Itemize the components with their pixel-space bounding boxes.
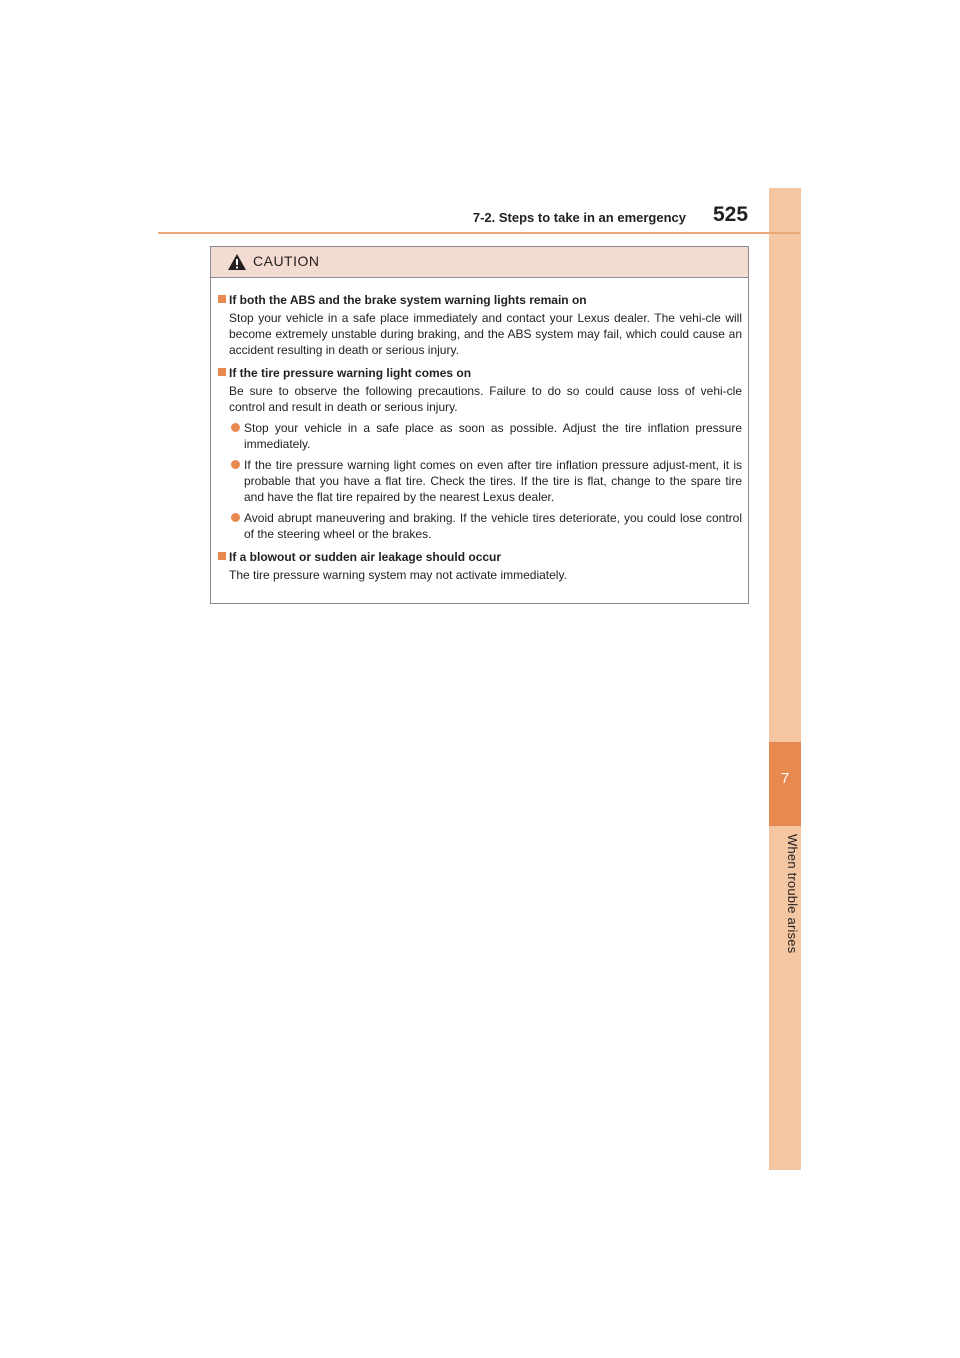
chapter-number: 7	[780, 770, 790, 787]
bullet-text: Avoid abrupt maneuvering and braking. If the vehicle tires deteriorate, you could lose control of the steering wheel or the brakes.	[244, 511, 742, 541]
square-bullet-icon	[218, 295, 226, 303]
side-chapter-tab	[769, 188, 801, 1170]
topic-title-text: If a blowout or sudden air leakage should occur	[229, 550, 502, 564]
topic-blowout	[218, 549, 742, 583]
topic-text: Be sure to observe the following precautions. Failure to do so could cause loss of vehi-cle control and result in death or serious injury.	[229, 384, 742, 414]
topic-abs-brake	[218, 292, 742, 358]
topic-text: The tire pressure warning system may not activate immediately.	[229, 568, 567, 582]
caution-title: CAUTION	[253, 253, 320, 269]
bullet-item	[218, 457, 742, 505]
topic-title-text: If both the ABS and the brake system warning lights remain on	[229, 293, 587, 307]
section-title: 7-2. Steps to take in an emergency	[472, 210, 686, 225]
bullet-item	[218, 510, 742, 542]
topic-tire-pressure	[218, 365, 742, 542]
topic-title	[218, 549, 742, 565]
bullet-item	[218, 420, 742, 452]
bullet-list	[218, 420, 742, 542]
topic-title	[218, 365, 742, 381]
square-bullet-icon	[218, 368, 226, 376]
round-bullet-icon	[231, 513, 240, 522]
warning-triangle-icon	[227, 253, 247, 271]
caution-box	[210, 246, 749, 604]
round-bullet-icon	[231, 460, 240, 469]
topic-title	[218, 292, 742, 308]
chapter-label: When trouble arises	[785, 834, 800, 954]
topic-text: Stop your vehicle in a safe place immediately and contact your Lexus dealer. The vehi-cle will become extremely unstable during braking, and the ABS system may fail, which could cause an accident resulting in death or serious injury.	[229, 311, 742, 357]
caution-header	[211, 247, 748, 278]
topic-title-text: If the tire pressure warning light comes on	[229, 366, 472, 380]
caution-body	[211, 278, 748, 583]
bullet-text: Stop your vehicle in a safe place as soon as possible. Adjust the tire inflation pressure immediately.	[244, 421, 742, 451]
bullet-text: If the tire pressure warning light comes on even after tire inflation pressure adjust-ment, it is probable that you have a flat tire. Check the tires. If the tire is flat, change to the spare tire and have the flat tire repaired by the nearest Lexus dealer.	[244, 458, 742, 504]
header-rule	[158, 232, 800, 234]
square-bullet-icon	[218, 552, 226, 560]
round-bullet-icon	[231, 423, 240, 432]
page-number: 525	[713, 203, 749, 226]
